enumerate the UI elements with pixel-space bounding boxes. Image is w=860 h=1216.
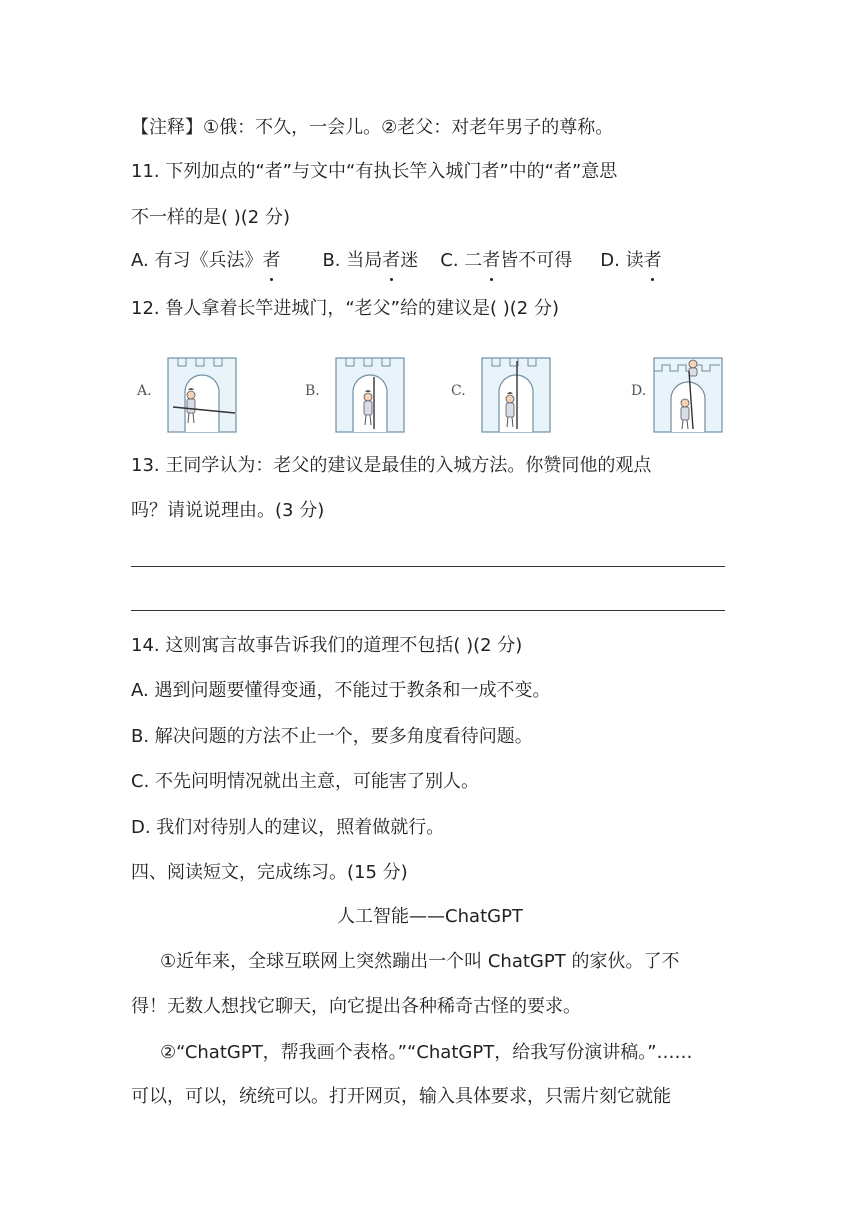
passage-paragraph-1-line2: 得！无数人想找它聊天，向它提出各种稀奇古怪的要求。 xyxy=(131,996,581,1017)
picture-label: C. xyxy=(451,383,466,399)
answer-line[interactable] xyxy=(131,566,725,567)
passage-paragraph-2-line2: 可以，可以，统统可以。打开网页，输入具体要求，只需片刻它就能 xyxy=(131,1086,671,1107)
q14-option-b: B. 解决问题的方法不止一个，要多角度看待问题。 xyxy=(131,726,533,747)
passage-title: 人工智能——ChatGPT xyxy=(337,906,523,927)
person-holding-pole-horizontally-at-gate-icon xyxy=(167,357,237,433)
q11-options xyxy=(131,248,662,274)
q12-picture-a xyxy=(137,357,257,433)
q11-option-d: D. 读者 xyxy=(600,250,661,271)
picture-label: A. xyxy=(137,383,152,399)
section-four-heading: 四、阅读短文，完成练习。(15 分) xyxy=(131,862,408,883)
q14-option-c: C. 不先问明情况就出主意，可能害了别人。 xyxy=(131,771,480,792)
q11-stem-line1: 11. 下列加点的“者”与文中“有执长竿入城门者”中的“者”意思 xyxy=(131,161,618,182)
q13-stem-line1: 13. 王同学认为：老父的建议是最佳的入城方法。你赞同他的观点 xyxy=(131,455,652,476)
passage-paragraph-2-line1: ②“ChatGPT，帮我画个表格。”“ChatGPT，给我写份演讲稿。”…… xyxy=(160,1042,693,1063)
emphasis-dot-char: 者 xyxy=(262,248,280,274)
q11-option-c: C. 二者皆不可得 xyxy=(440,250,572,271)
passage-paragraph-1-line1: ①近年来，全球互联网上突然蹦出一个叫 ChatGPT 的家伙。了不 xyxy=(160,951,680,972)
emphasis-dot-char: 者 xyxy=(482,248,500,274)
q12-picture-b xyxy=(305,357,425,433)
person-holding-pole-vertically-in-gate-icon xyxy=(335,357,405,433)
q12-stem: 12. 鲁人拿着长竿进城门，“老父”给的建议是( )(2 分) xyxy=(131,298,559,319)
q11-option-b: B. 当局者迷 xyxy=(322,250,418,271)
picture-label: B. xyxy=(305,383,320,399)
emphasis-dot-char: 者 xyxy=(382,248,400,274)
answer-line[interactable] xyxy=(131,610,725,611)
emphasis-dot-char: 者 xyxy=(644,248,662,274)
q14-option-d: D. 我们对待别人的建议，照着做就行。 xyxy=(131,817,445,838)
q11-option-a: A. 有习《兵法》者 xyxy=(131,250,280,271)
q14-stem: 14. 这则寓言故事告诉我们的道理不包括( )(2 分) xyxy=(131,635,523,656)
picture-label: D. xyxy=(631,383,647,399)
annotation-note: 【注释】①俄：不久，一会儿。②老父：对老年男子的尊称。 xyxy=(131,117,614,138)
q11-stem-line2: 不一样的是( )(2 分) xyxy=(131,207,290,228)
q14-option-a: A. 遇到问题要懂得变通，不能过于教条和一成不变。 xyxy=(131,680,551,701)
q12-picture-c xyxy=(451,357,571,433)
person-standing-pole-beside-gate-icon xyxy=(481,357,551,433)
q12-picture-d xyxy=(631,357,751,433)
q13-stem-line2: 吗？请说说理由。(3 分) xyxy=(131,500,325,521)
person-passing-pole-over-wall-icon xyxy=(653,357,723,433)
